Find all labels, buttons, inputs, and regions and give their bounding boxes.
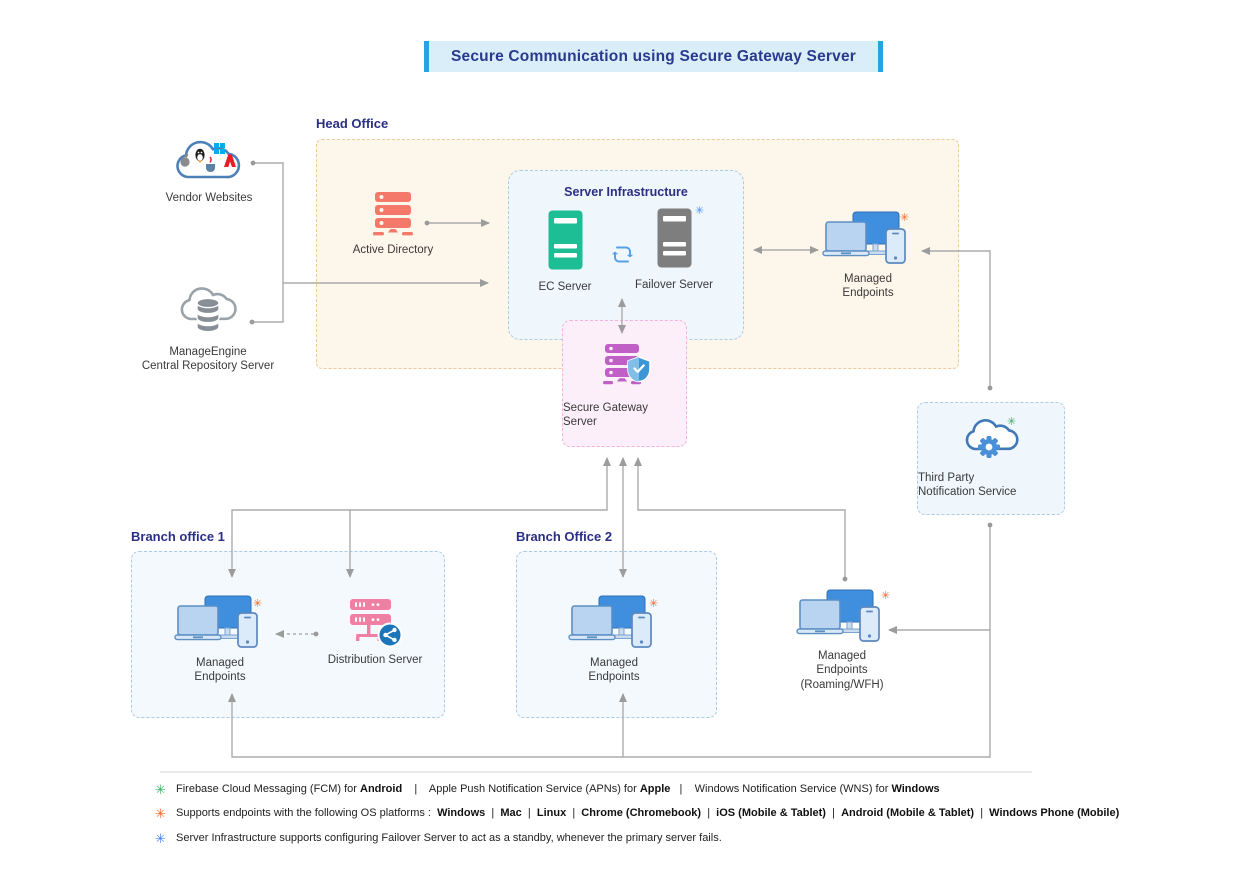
managed-endpoints-roaming-label-line1: Managed Endpoints [816, 650, 868, 677]
legend-asterisk-icon: ✳ [155, 782, 166, 797]
active-directory-node [333, 191, 453, 257]
repository-cloud-icon [176, 281, 240, 337]
active-directory-rack-icon [367, 191, 419, 237]
failover-server-node [629, 205, 719, 292]
gear-icon [978, 436, 1000, 458]
central-repository-label-line1: ManageEngine [169, 346, 247, 358]
vendor-websites-label: Vendor Websites [165, 192, 253, 204]
secure-gateway-server-box [562, 320, 687, 447]
vendor-websites-node [149, 133, 269, 205]
central-repository-label-line2: Central Repository Server [141, 360, 275, 373]
managed-endpoints-ho-asterisk-icon: ✳ [900, 212, 910, 224]
page-title: Secure Communication using Secure Gateway Server [451, 47, 856, 65]
legend-row [155, 806, 1195, 822]
managed-endpoints-b2-label: Managed Endpoints [588, 657, 640, 684]
secure-gateway-label-line1: Secure Gateway [563, 402, 649, 414]
managed-endpoints-roaming-node [792, 589, 892, 692]
active-directory-label: Active Directory [352, 244, 434, 256]
managed-endpoints-ho-node [820, 211, 916, 301]
managed-endpoints-ho-label: Managed Endpoints [842, 273, 894, 300]
legend-text: Server Infrastructure supports configuring Failover Server to act as a standby, whenever the primary server fails. [176, 831, 722, 844]
branch-office-1-label: Branch office 1 [131, 529, 225, 544]
legend [155, 782, 1195, 855]
failover-server-label: Failover Server [635, 279, 713, 291]
legend-text: Firebase Cloud Messaging (FCM) for Android | Apple Push Notification Service (APNs) for Apple | Windows Notification Service (WNS) for Windows [176, 783, 940, 795]
ec-server-node [520, 210, 610, 294]
managed-endpoints-roaming-label-line2: (Roaming/WFH) [800, 678, 884, 691]
head-office-label: Head Office [316, 116, 389, 131]
ec-server-label: EC Server [538, 281, 592, 293]
third-party-label-line2: Notification Service [918, 486, 1017, 499]
managed-endpoints-b1-asterisk-icon: ✳ [253, 598, 263, 610]
legend-row [155, 831, 1195, 847]
diagram-title-banner [424, 41, 883, 72]
distribution-server-share-icon [346, 597, 404, 651]
server-infrastructure-label: Server Infrastructure [564, 185, 688, 199]
secure-gateway-label-line2: Server [563, 416, 597, 429]
distribution-server-node [320, 597, 430, 667]
legend-asterisk-icon: ✳ [155, 830, 166, 846]
legend-row [155, 782, 1195, 798]
legend-text: Supports endpoints with the following OS platforms : Windows | Mac | Linux | Chrome (Chromebook) | iOS (Mobile & Tablet) | Android (Mobile & Tablet) | Windows Phone (Mobile) [176, 807, 1120, 820]
secure-gateway-shield-server-icon [597, 343, 653, 395]
managed-endpoints-b1-label: Managed Endpoints [194, 657, 246, 684]
branch-office-2-label: Branch Office 2 [516, 529, 613, 544]
title-background [429, 41, 878, 72]
managed-endpoints-roaming-asterisk-icon: ✳ [881, 590, 891, 602]
managed-endpoints-b2-node [566, 595, 662, 685]
managed-endpoints-b2-asterisk-icon: ✳ [649, 598, 659, 610]
title-right-accent-bar [878, 41, 883, 72]
failover-asterisk-icon: ✳ [695, 205, 705, 217]
devices-icon [568, 595, 660, 653]
distribution-server-label: Distribution Server [327, 654, 423, 666]
ec-server-tower-icon [548, 210, 583, 270]
third-party-label-line1: Third Party [918, 472, 975, 484]
legend-asterisk-icon: ✳ [155, 806, 166, 822]
devices-icon [796, 589, 891, 647]
vendor-os-cloud-icon [170, 133, 248, 185]
failover-server-tower-icon [657, 208, 692, 268]
third-party-asterisk-icon: ✳ [1007, 416, 1017, 428]
third-party-notification-box [917, 402, 1065, 515]
central-repository-node [138, 281, 278, 374]
